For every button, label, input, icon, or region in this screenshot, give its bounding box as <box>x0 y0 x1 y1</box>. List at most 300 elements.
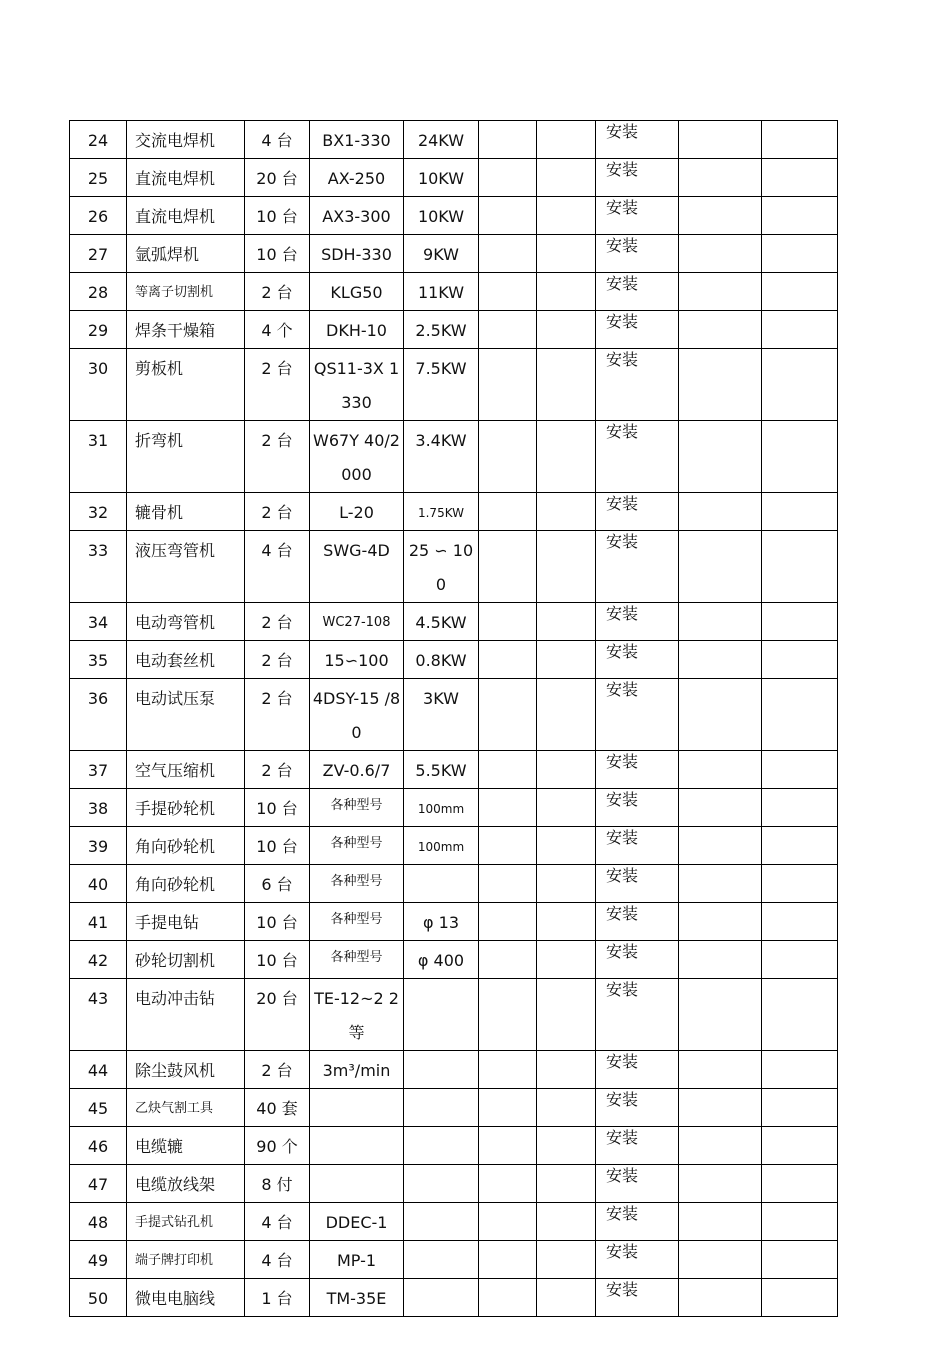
quantity <box>245 311 310 349</box>
model-text: WC27-108 <box>322 615 391 630</box>
quantity-text: 10 台 <box>256 913 298 932</box>
power-spec-text: φ 13 <box>423 913 459 932</box>
equipment-name <box>127 603 245 641</box>
empty-cell <box>762 865 838 903</box>
row-number-text: 39 <box>87 837 109 856</box>
quantity-text: 2 台 <box>261 689 293 708</box>
empty-cell <box>479 121 537 159</box>
empty-cell <box>479 1203 537 1241</box>
equipment-name <box>127 349 245 421</box>
row-number-text: 24 <box>87 131 109 150</box>
note-text: 安装 <box>606 980 639 999</box>
row-number <box>70 903 127 941</box>
row-number <box>70 789 127 827</box>
row-number-text: 34 <box>87 613 109 632</box>
empty-cell <box>762 751 838 789</box>
table-row <box>70 751 838 789</box>
note <box>596 827 679 865</box>
model <box>310 235 404 273</box>
empty-cell <box>762 903 838 941</box>
table-row <box>70 235 838 273</box>
empty-cell <box>479 1051 537 1089</box>
empty-cell <box>537 903 596 941</box>
equipment-name-text: 直流电焊机 <box>135 169 216 188</box>
table-row <box>70 1203 838 1241</box>
empty-cell <box>479 903 537 941</box>
row-number <box>70 865 127 903</box>
quantity <box>245 531 310 603</box>
empty-cell <box>479 235 537 273</box>
table-row <box>70 197 838 235</box>
empty-cell <box>479 1279 537 1317</box>
quantity <box>245 235 310 273</box>
equipment-name <box>127 1127 245 1165</box>
empty-cell <box>479 273 537 311</box>
row-number-text: 44 <box>87 1061 109 1080</box>
row-number <box>70 1127 127 1165</box>
quantity-text: 20 台 <box>256 989 298 1008</box>
power-spec-text: φ 400 <box>417 951 465 970</box>
empty-cell <box>537 679 596 751</box>
note-text: 安装 <box>606 1090 639 1109</box>
note <box>596 903 679 941</box>
quantity-text: 2 台 <box>261 283 293 302</box>
quantity <box>245 349 310 421</box>
note <box>596 679 679 751</box>
quantity <box>245 493 310 531</box>
empty-cell <box>762 1051 838 1089</box>
power-spec-text: 0.8KW <box>415 651 467 670</box>
quantity-text: 2 台 <box>261 503 293 522</box>
note <box>596 789 679 827</box>
equipment-name-text: 空气压缩机 <box>135 761 216 780</box>
model <box>310 159 404 197</box>
equipment-name <box>127 903 245 941</box>
row-number-text: 32 <box>87 503 109 522</box>
quantity-text: 4 台 <box>261 131 293 150</box>
empty-cell <box>537 1051 596 1089</box>
empty-cell <box>679 1165 762 1203</box>
quantity <box>245 1165 310 1203</box>
empty-cell <box>479 311 537 349</box>
row-number <box>70 641 127 679</box>
quantity-text: 10 台 <box>256 799 298 818</box>
note <box>596 751 679 789</box>
model-text: 3m³/min <box>322 1061 391 1080</box>
model-text: SWG-4D <box>323 541 390 560</box>
equipment-name-text: 乙炔气割工具 <box>135 1101 214 1116</box>
model <box>310 941 404 979</box>
empty-cell <box>679 121 762 159</box>
note <box>596 603 679 641</box>
equipment-name <box>127 159 245 197</box>
model-text: AX-250 <box>327 169 386 188</box>
quantity-text: 6 台 <box>261 875 293 894</box>
equipment-name <box>127 865 245 903</box>
note <box>596 941 679 979</box>
empty-cell <box>537 159 596 197</box>
note-text: 安装 <box>606 274 639 293</box>
empty-cell <box>679 751 762 789</box>
quantity <box>245 1279 310 1317</box>
empty-cell <box>679 1203 762 1241</box>
quantity <box>245 941 310 979</box>
equipment-name-text: 手提电钻 <box>135 913 200 932</box>
table-row <box>70 1051 838 1089</box>
empty-cell <box>679 531 762 603</box>
note-text: 安装 <box>606 532 639 551</box>
empty-cell <box>537 197 596 235</box>
note-text: 安装 <box>606 494 639 513</box>
model-text: AX3-300 <box>322 207 391 226</box>
model-text: L-20 <box>339 503 374 522</box>
empty-cell <box>679 641 762 679</box>
row-number-text: 46 <box>87 1137 109 1156</box>
empty-cell <box>679 789 762 827</box>
note <box>596 641 679 679</box>
quantity <box>245 1051 310 1089</box>
equipment-name <box>127 827 245 865</box>
empty-cell <box>679 311 762 349</box>
note-text: 安装 <box>606 904 639 923</box>
power-spec <box>404 603 479 641</box>
model-text: 各种型号 <box>330 836 383 851</box>
quantity <box>245 789 310 827</box>
model <box>310 1089 404 1127</box>
quantity <box>245 641 310 679</box>
power-spec-text: 1.75KW <box>417 506 465 520</box>
model <box>310 1279 404 1317</box>
quantity <box>245 865 310 903</box>
model-text: 15∽100 <box>324 651 389 670</box>
model <box>310 421 404 493</box>
note <box>596 1165 679 1203</box>
empty-cell <box>537 1165 596 1203</box>
quantity-text: 90 个 <box>256 1137 298 1156</box>
row-number-text: 28 <box>87 283 109 302</box>
note-text: 安装 <box>606 236 639 255</box>
quantity <box>245 903 310 941</box>
power-spec <box>404 1279 479 1317</box>
power-spec-text: 9KW <box>423 245 459 264</box>
model <box>310 1241 404 1279</box>
power-spec <box>404 1127 479 1165</box>
row-number-text: 43 <box>87 989 109 1008</box>
equipment-name <box>127 235 245 273</box>
table-row <box>70 493 838 531</box>
power-spec <box>404 941 479 979</box>
empty-cell <box>762 311 838 349</box>
equipment-name-text: 交流电焊机 <box>135 131 216 150</box>
table-row <box>70 903 838 941</box>
model-text: SDH-330 <box>321 245 392 264</box>
row-number <box>70 679 127 751</box>
quantity <box>245 979 310 1051</box>
power-spec <box>404 903 479 941</box>
quantity-text: 10 台 <box>256 951 298 970</box>
empty-cell <box>479 493 537 531</box>
quantity <box>245 751 310 789</box>
note <box>596 159 679 197</box>
empty-cell <box>479 1241 537 1279</box>
empty-cell <box>762 1165 838 1203</box>
row-number-text: 35 <box>87 651 109 670</box>
empty-cell <box>762 273 838 311</box>
model <box>310 603 404 641</box>
row-number <box>70 531 127 603</box>
equipment-name <box>127 941 245 979</box>
model-text: ZV-0.6/7 <box>322 761 391 780</box>
empty-cell <box>762 1279 838 1317</box>
model-text: TE-12~2 2 等 <box>314 989 399 1042</box>
model <box>310 1127 404 1165</box>
model-text: W67Y 40/2000 <box>313 431 400 484</box>
row-number <box>70 273 127 311</box>
model <box>310 121 404 159</box>
empty-cell <box>762 493 838 531</box>
quantity <box>245 273 310 311</box>
model <box>310 827 404 865</box>
quantity-text: 10 台 <box>256 245 298 264</box>
power-spec <box>404 121 479 159</box>
model <box>310 641 404 679</box>
equipment-name-text: 折弯机 <box>135 431 184 450</box>
equipment-name <box>127 1165 245 1203</box>
empty-cell <box>762 941 838 979</box>
note <box>596 1241 679 1279</box>
table-row <box>70 421 838 493</box>
empty-cell <box>537 941 596 979</box>
model-text: 各种型号 <box>330 950 383 965</box>
empty-cell <box>479 531 537 603</box>
row-number-text: 38 <box>87 799 109 818</box>
model <box>310 789 404 827</box>
table-row <box>70 531 838 603</box>
equipment-name <box>127 1241 245 1279</box>
model-text: 各种型号 <box>330 798 383 813</box>
equipment-name <box>127 421 245 493</box>
quantity-text: 2 台 <box>261 651 293 670</box>
equipment-name <box>127 273 245 311</box>
equipment-name-text: 辘骨机 <box>135 503 184 522</box>
empty-cell <box>762 1241 838 1279</box>
row-number-text: 33 <box>87 541 109 560</box>
equipment-name <box>127 641 245 679</box>
note <box>596 121 679 159</box>
power-spec <box>404 865 479 903</box>
model <box>310 1203 404 1241</box>
equipment-name-text: 液压弯管机 <box>135 541 216 560</box>
model <box>310 979 404 1051</box>
table-row <box>70 865 838 903</box>
quantity-text: 2 台 <box>261 613 293 632</box>
note-text: 安装 <box>606 198 639 217</box>
row-number <box>70 349 127 421</box>
empty-cell <box>537 531 596 603</box>
table-row <box>70 1279 838 1317</box>
note-text: 安装 <box>606 1166 639 1185</box>
table-row <box>70 1241 838 1279</box>
note-text: 安装 <box>606 790 639 809</box>
empty-cell <box>679 1051 762 1089</box>
empty-cell <box>479 603 537 641</box>
table-row <box>70 827 838 865</box>
note <box>596 421 679 493</box>
model-text: QS11-3X 1330 <box>313 359 400 412</box>
quantity <box>245 1241 310 1279</box>
equipment-name <box>127 197 245 235</box>
model <box>310 903 404 941</box>
equipment-name-text: 角向砂轮机 <box>135 837 216 856</box>
empty-cell <box>479 827 537 865</box>
equipment-name-text: 剪板机 <box>135 359 184 378</box>
equipment-name <box>127 311 245 349</box>
empty-cell <box>762 1203 838 1241</box>
empty-cell <box>762 121 838 159</box>
power-spec-text: 100mm <box>417 802 465 816</box>
quantity-text: 4 台 <box>261 1213 293 1232</box>
empty-cell <box>679 865 762 903</box>
empty-cell <box>679 1127 762 1165</box>
quantity <box>245 197 310 235</box>
power-spec-text: 25 ∽ 100 <box>408 541 474 594</box>
note <box>596 349 679 421</box>
empty-cell <box>537 311 596 349</box>
model-text: BX1-330 <box>322 131 391 150</box>
note-text: 安装 <box>606 866 639 885</box>
empty-cell <box>679 1241 762 1279</box>
power-spec <box>404 1241 479 1279</box>
row-number-text: 29 <box>87 321 109 340</box>
row-number-text: 27 <box>87 245 109 264</box>
power-spec-text: 24KW <box>417 131 465 150</box>
note-text: 安装 <box>606 312 639 331</box>
table-row <box>70 1127 838 1165</box>
table-row <box>70 121 838 159</box>
equipment-name-text: 焊条干燥箱 <box>135 321 216 340</box>
note-text: 安装 <box>606 1204 639 1223</box>
power-spec-text: 11KW <box>417 283 465 302</box>
quantity-text: 2 台 <box>261 1061 293 1080</box>
note-text: 安装 <box>606 422 639 441</box>
power-spec <box>404 1089 479 1127</box>
empty-cell <box>679 603 762 641</box>
power-spec-text: 10KW <box>417 207 465 226</box>
empty-cell <box>479 349 537 421</box>
quantity <box>245 603 310 641</box>
empty-cell <box>762 235 838 273</box>
model <box>310 865 404 903</box>
empty-cell <box>537 865 596 903</box>
note <box>596 1203 679 1241</box>
row-number-text: 48 <box>87 1213 109 1232</box>
power-spec <box>404 1051 479 1089</box>
model <box>310 531 404 603</box>
empty-cell <box>679 1089 762 1127</box>
power-spec-text: 7.5KW <box>415 359 467 378</box>
row-number <box>70 1241 127 1279</box>
row-number <box>70 197 127 235</box>
note <box>596 1279 679 1317</box>
quantity <box>245 421 310 493</box>
quantity-text: 40 套 <box>256 1099 298 1118</box>
empty-cell <box>762 349 838 421</box>
note <box>596 197 679 235</box>
row-number <box>70 235 127 273</box>
row-number <box>70 311 127 349</box>
model-text: DKH-10 <box>326 321 387 340</box>
model <box>310 1051 404 1089</box>
power-spec-text: 3.4KW <box>415 431 467 450</box>
model <box>310 679 404 751</box>
quantity <box>245 679 310 751</box>
equipment-name <box>127 1203 245 1241</box>
empty-cell <box>537 1127 596 1165</box>
note-text: 安装 <box>606 1280 639 1299</box>
note-text: 安装 <box>606 828 639 847</box>
note-text: 安装 <box>606 604 639 623</box>
empty-cell <box>679 903 762 941</box>
empty-cell <box>762 789 838 827</box>
power-spec <box>404 641 479 679</box>
empty-cell <box>537 827 596 865</box>
equipment-name <box>127 493 245 531</box>
empty-cell <box>679 421 762 493</box>
empty-cell <box>537 979 596 1051</box>
empty-cell <box>537 1279 596 1317</box>
table-row <box>70 1089 838 1127</box>
note <box>596 865 679 903</box>
equipment-name-text: 角向砂轮机 <box>135 875 216 894</box>
empty-cell <box>762 979 838 1051</box>
equipment-name <box>127 1089 245 1127</box>
equipment-name <box>127 751 245 789</box>
power-spec <box>404 751 479 789</box>
empty-cell <box>679 941 762 979</box>
empty-cell <box>537 1203 596 1241</box>
power-spec <box>404 1203 479 1241</box>
power-spec <box>404 1165 479 1203</box>
quantity-text: 4 个 <box>261 321 293 340</box>
empty-cell <box>762 603 838 641</box>
equipment-name-text: 电动套丝机 <box>135 651 216 670</box>
empty-cell <box>762 197 838 235</box>
quantity-text: 2 台 <box>261 359 293 378</box>
equipment-name-text: 除尘鼓风机 <box>135 1061 216 1080</box>
table-row <box>70 679 838 751</box>
table-row <box>70 311 838 349</box>
power-spec <box>404 531 479 603</box>
row-number <box>70 751 127 789</box>
quantity-text: 8 付 <box>261 1175 293 1194</box>
quantity-text: 2 台 <box>261 761 293 780</box>
table-row <box>70 349 838 421</box>
power-spec <box>404 159 479 197</box>
note-text: 安装 <box>606 1052 639 1071</box>
empty-cell <box>479 979 537 1051</box>
power-spec-text: 100mm <box>417 840 465 854</box>
model <box>310 751 404 789</box>
row-number-text: 37 <box>87 761 109 780</box>
equipment-name <box>127 1279 245 1317</box>
model <box>310 493 404 531</box>
model-text: 各种型号 <box>330 874 383 889</box>
quantity-text: 2 台 <box>261 431 293 450</box>
empty-cell <box>762 679 838 751</box>
row-number-text: 45 <box>87 1099 109 1118</box>
table-row <box>70 789 838 827</box>
empty-cell <box>679 197 762 235</box>
